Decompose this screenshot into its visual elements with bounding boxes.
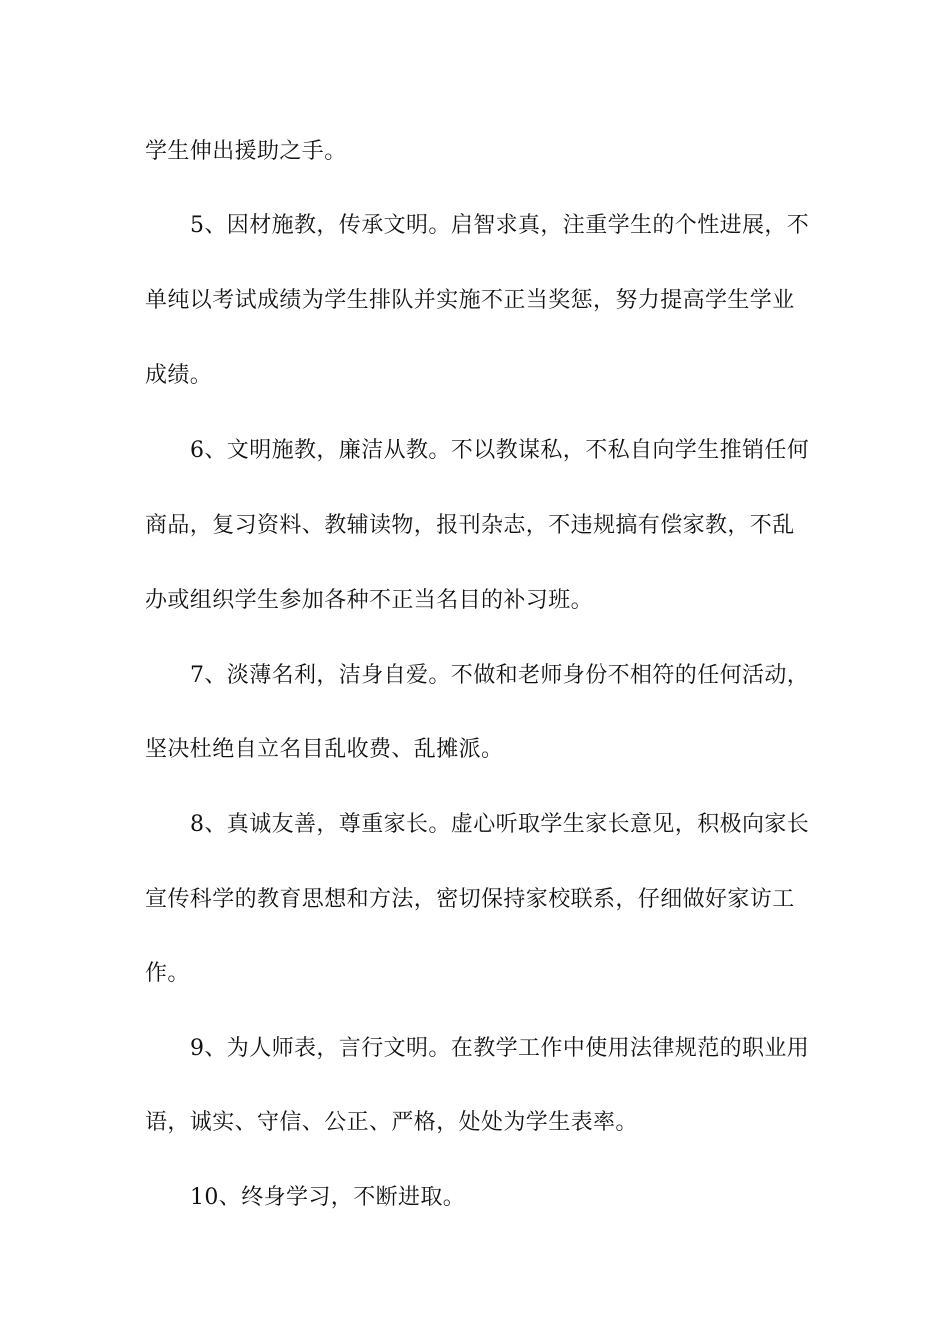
text-line: 坚决杜绝自立名目乱收费、乱摊派。 xyxy=(145,737,504,762)
paragraph-8-line: 8、真诚友善，尊重家长。虚心听取学生家长意见，积极向家长 xyxy=(190,812,810,837)
text-line: 单纯以考试成绩为学生排队并实施不正当奖惩，努力提高学生学业 xyxy=(145,288,795,313)
paragraph-6-line: 6、文明施教，廉洁从教。不以教谋私，不私自向学生推销任何 xyxy=(190,438,810,463)
text-line: 宣传科学的教育思想和方法，密切保持家校联系，仔细做好家访工 xyxy=(145,887,795,912)
text-line: 商品，复习资料、教辅读物，报刊杂志，不违规搞有偿家教，不乱 xyxy=(145,513,795,538)
paragraph-9-line: 9、为人师表，言行文明。在教学工作中使用法律规范的职业用 xyxy=(190,1036,810,1061)
paragraph-10-line: 10、终身学习，不断进取。 xyxy=(190,1185,466,1210)
text-line: 成绩。 xyxy=(145,363,213,388)
text-line: 学生伸出援助之手。 xyxy=(145,139,347,164)
text-line: 作。 xyxy=(145,961,190,986)
paragraph-5-line: 5、因材施教，传承文明。启智求真，注重学生的个性进展，不 xyxy=(190,213,810,238)
text-line: 语，诚实、守信、公正、严格，处处为学生表率。 xyxy=(145,1110,638,1135)
paragraph-7-line: 7、淡薄名利，洁身自爱。不做和老师身份不相符的任何活动， xyxy=(190,663,810,688)
text-line: 办或组织学生参加各种不正当名目的补习班。 xyxy=(145,588,594,613)
